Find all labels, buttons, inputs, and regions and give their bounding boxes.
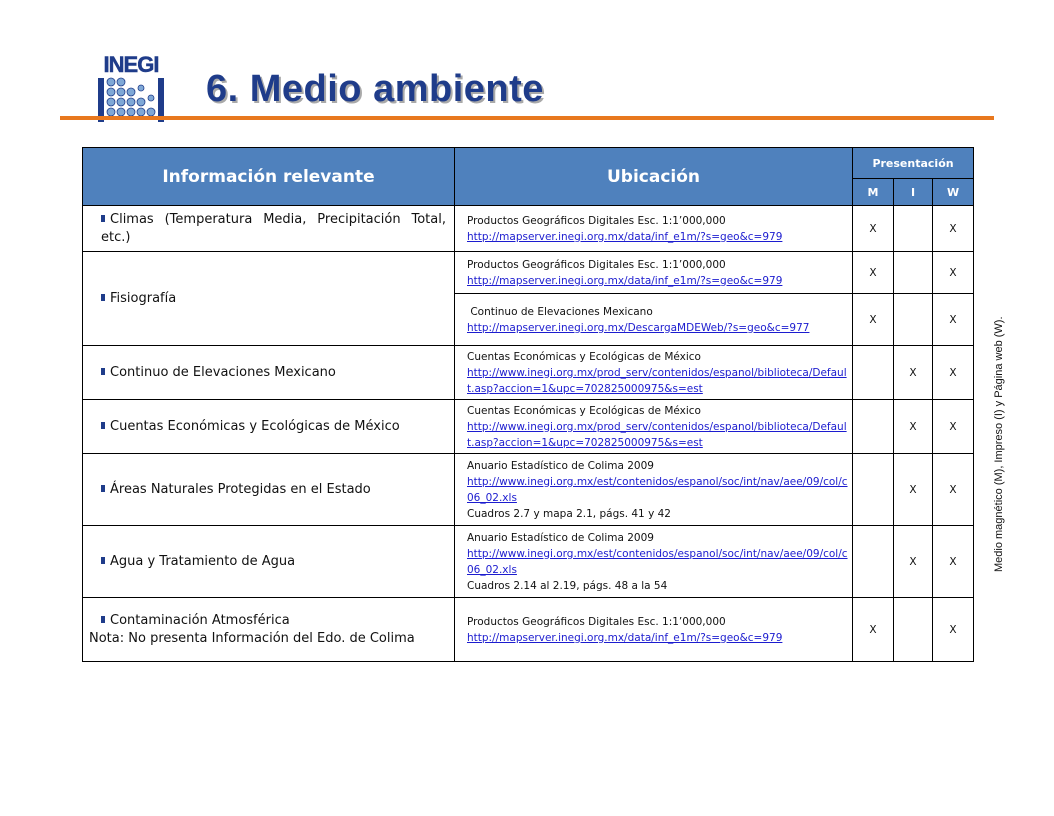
bullet-icon <box>101 557 105 564</box>
table-row <box>83 526 974 598</box>
location-cell <box>455 598 853 662</box>
mark-i <box>894 294 933 346</box>
info-label: Climas (Temperatura Media, Precipitación Total, etc.) <box>101 211 446 245</box>
location-text: Productos Geográficos Digitales Esc. 1:1’000,000 <box>467 214 726 227</box>
bullet-icon <box>101 368 105 375</box>
info-cell <box>83 526 455 598</box>
mark-i: X <box>894 454 933 526</box>
header-m: M <box>853 179 894 206</box>
info-cell <box>83 454 455 526</box>
location-cell <box>455 252 853 294</box>
header-i: I <box>894 179 933 206</box>
bullet-icon <box>101 294 105 301</box>
environment-info-table <box>82 147 974 662</box>
table-row <box>83 252 974 294</box>
presentation-legend: Medio magnético (M), Impreso (I) y Página web (W). <box>993 316 1005 572</box>
location-note: Cuadros 2.7 y mapa 2.1, págs. 41 y 42 <box>467 507 671 520</box>
info-cell <box>83 598 455 662</box>
header-location: Ubicación <box>455 148 853 206</box>
mark-w: X <box>933 206 974 252</box>
page-title: 6. Medio ambiente <box>206 68 544 110</box>
mark-m <box>853 526 894 598</box>
mark-i <box>894 598 933 662</box>
info-label: Agua y Tratamiento de Agua <box>110 553 296 569</box>
header-presentation: Presentación <box>853 148 974 179</box>
header-info-relevant: Información relevante <box>83 148 455 206</box>
inegi-logo <box>95 50 167 126</box>
mark-w: X <box>933 400 974 454</box>
info-cell <box>83 400 455 454</box>
svg-text:INEGI: INEGI <box>103 52 159 77</box>
mark-w: X <box>933 294 974 346</box>
mark-w: X <box>933 454 974 526</box>
location-cell <box>455 294 853 346</box>
mark-i <box>894 252 933 294</box>
table-row <box>83 400 974 454</box>
location-link[interactable]: http://www.inegi.org.mx/prod_serv/contenidos/espanol/biblioteca/Default.asp?accion=1&upc=702825000975&s=est <box>467 420 847 449</box>
info-note: Nota: No presenta Información del Edo. de Colima <box>89 630 415 646</box>
info-label: Contaminación Atmosférica <box>110 612 290 628</box>
location-note: Cuadros 2.14 al 2.19, págs. 48 a la 54 <box>467 579 668 592</box>
mark-i: X <box>894 400 933 454</box>
table-row <box>83 598 974 662</box>
table-row <box>83 454 974 526</box>
location-link[interactable]: http://mapserver.inegi.org.mx/data/inf_e1m/?s=geo&c=979 <box>467 631 783 644</box>
mark-w: X <box>933 346 974 400</box>
location-cell <box>455 454 853 526</box>
info-cell <box>83 252 455 346</box>
location-cell <box>455 526 853 598</box>
mark-m <box>853 454 894 526</box>
location-text: Continuo de Elevaciones Mexicano <box>467 305 653 318</box>
location-link[interactable]: http://www.inegi.org.mx/prod_serv/contenidos/espanol/biblioteca/Default.asp?accion=1&upc=702825000975&s=est <box>467 366 847 395</box>
header-w: W <box>933 179 974 206</box>
location-link[interactable]: http://mapserver.inegi.org.mx/data/inf_e1m/?s=geo&c=979 <box>467 230 783 243</box>
mark-w: X <box>933 598 974 662</box>
info-label: Fisiografía <box>110 290 177 306</box>
location-text: Productos Geográficos Digitales Esc. 1:1’000,000 <box>467 615 726 628</box>
location-link[interactable]: http://mapserver.inegi.org.mx/data/inf_e1m/?s=geo&c=979 <box>467 274 783 287</box>
location-text: Anuario Estadístico de Colima 2009 <box>467 531 654 544</box>
location-link[interactable]: http://www.inegi.org.mx/est/contenidos/espanol/soc/int/nav/aee/09/col/c06_02.xls <box>467 475 848 504</box>
location-text: Anuario Estadístico de Colima 2009 <box>467 459 654 472</box>
location-cell <box>455 346 853 400</box>
bullet-icon <box>101 215 105 222</box>
mark-w: X <box>933 252 974 294</box>
mark-m: X <box>853 598 894 662</box>
mark-i <box>894 206 933 252</box>
location-text: Cuentas Económicas y Ecológicas de México <box>467 350 701 363</box>
mark-m <box>853 400 894 454</box>
table-row <box>83 346 974 400</box>
info-label: Continuo de Elevaciones Mexicano <box>110 364 336 380</box>
table-row <box>83 206 974 252</box>
location-link[interactable]: http://www.inegi.org.mx/est/contenidos/espanol/soc/int/nav/aee/09/col/c06_02.xls <box>467 547 848 576</box>
mark-i: X <box>894 526 933 598</box>
bullet-icon <box>101 485 105 492</box>
mark-w: X <box>933 526 974 598</box>
mark-m <box>853 346 894 400</box>
mark-m: X <box>853 252 894 294</box>
info-label: Cuentas Económicas y Ecológicas de México <box>110 418 400 434</box>
location-text: Productos Geográficos Digitales Esc. 1:1’000,000 <box>467 258 726 271</box>
info-cell <box>83 206 455 252</box>
mark-m: X <box>853 294 894 346</box>
location-text: Cuentas Económicas y Ecológicas de México <box>467 404 701 417</box>
location-link[interactable]: http://mapserver.inegi.org.mx/DescargaMDEWeb/?s=geo&c=977 <box>467 321 810 334</box>
info-label: Áreas Naturales Protegidas en el Estado <box>110 481 371 497</box>
mark-m: X <box>853 206 894 252</box>
bullet-icon <box>101 422 105 429</box>
title-divider <box>60 116 994 120</box>
info-cell <box>83 346 455 400</box>
mark-i: X <box>894 346 933 400</box>
location-cell <box>455 400 853 454</box>
bullet-icon <box>101 616 105 623</box>
location-cell <box>455 206 853 252</box>
